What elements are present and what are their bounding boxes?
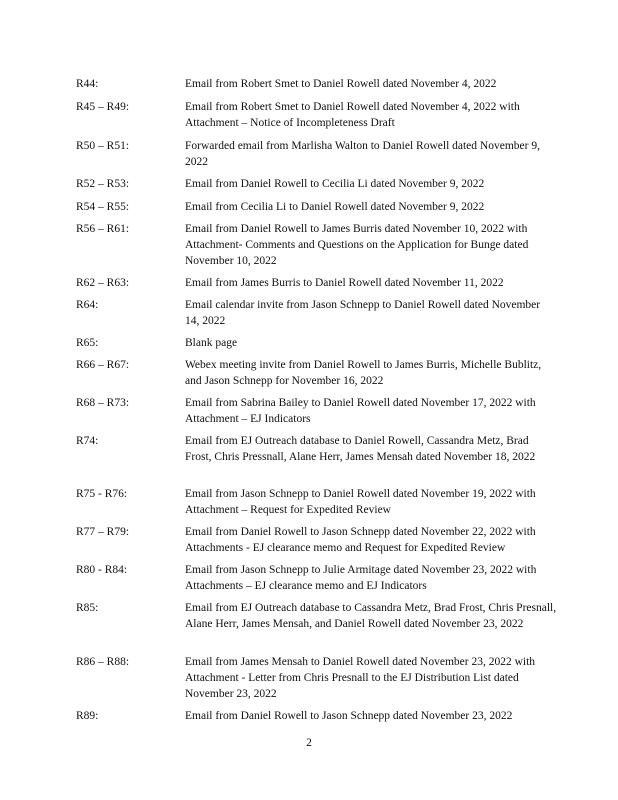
record-description: Blank page xyxy=(185,337,238,349)
record-range: R50 – R51: xyxy=(76,140,130,152)
record-range: R52 – R53: xyxy=(76,178,130,190)
record-description: Email calendar invite from Jason Schnepp to Daniel Rowell dated November 14, 2022 xyxy=(185,299,541,327)
record-range: R66 – R67: xyxy=(76,359,130,371)
record-description: Forwarded email from Marlisha Walton to Daniel Rowell dated November 9, 2022 xyxy=(185,140,540,168)
record-description: Email from EJ Outreach database to Daniel Rowell, Cassandra Metz, Brad Frost, Chris Pressnall, Alane Herr, James Mensah dated November 18, 2022 xyxy=(185,435,536,463)
record-description: Email from Daniel Rowell to Cecilia Li dated November 9, 2022 xyxy=(185,178,485,190)
record-description: Email from Daniel Rowell to James Burris dated November 10, 2022 with Attachment- Comments and Questions on the Application for Bunge dated November 10, 2022 xyxy=(185,223,529,267)
record-range: R65: xyxy=(76,337,99,349)
record-description: Email from James Burris to Daniel Rowell dated November 11, 2022 xyxy=(185,277,504,289)
record-description: Email from Robert Smet to Daniel Rowell dated November 4, 2022 with Attachment – Notice of Incompleteness Draft xyxy=(185,101,520,129)
record-description: Email from Cecilia Li to Daniel Rowell dated November 9, 2022 xyxy=(185,201,485,213)
record-range: R45 – R49: xyxy=(76,101,130,113)
record-range: R80 - R84: xyxy=(76,564,128,576)
record-range: R56 – R61: xyxy=(76,223,130,235)
record-range: R44: xyxy=(76,78,99,90)
record-range: R68 – R73: xyxy=(76,397,130,409)
record-description: Email from EJ Outreach database to Cassandra Metz, Brad Frost, Chris Presnall, Alane Herr, James Mensah, and Daniel Rowell dated November 23, 2022 xyxy=(185,602,557,630)
record-description: Email from Jason Schnepp to Daniel Rowell dated November 19, 2022 with Attachment – Request for Expedited Review xyxy=(185,488,536,516)
record-range: R77 – R79: xyxy=(76,526,130,538)
record-range: R86 – R88: xyxy=(76,656,130,668)
record-description: Email from Daniel Rowell to Jason Schnepp dated November 23, 2022 xyxy=(185,710,513,722)
record-range: R54 – R55: xyxy=(76,201,130,213)
record-description: Email from Robert Smet to Daniel Rowell dated November 4, 2022 xyxy=(185,78,497,90)
record-description: Email from James Mensah to Daniel Rowell dated November 23, 2022 with Attachment - Letter from Chris Presnall to the EJ Distribution List dated November 23, 2022 xyxy=(185,656,536,700)
record-description: Email from Daniel Rowell to Jason Schnepp dated November 22, 2022 with Attachments - EJ clearance memo and Request for Expedited Review xyxy=(185,526,536,554)
record-range: R85: xyxy=(76,602,99,614)
record-range: R64: xyxy=(76,299,99,311)
record-range: R74: xyxy=(76,435,99,447)
record-description: Webex meeting invite from Daniel Rowell to James Burris, Michelle Bublitz, and Jason Schnepp for November 16, 2022 xyxy=(185,359,542,387)
record-range: R62 – R63: xyxy=(76,277,130,289)
record-range: R89: xyxy=(76,710,99,722)
page-number: 2 xyxy=(306,737,312,749)
record-description: Email from Sabrina Bailey to Daniel Rowell dated November 17, 2022 with Attachment – EJ Indicators xyxy=(185,397,536,425)
record-range: R75 - R76: xyxy=(76,488,128,500)
record-description: Email from Jason Schnepp to Julie Armitage dated November 23, 2022 with Attachments – EJ clearance memo and EJ Indicators xyxy=(185,564,537,592)
